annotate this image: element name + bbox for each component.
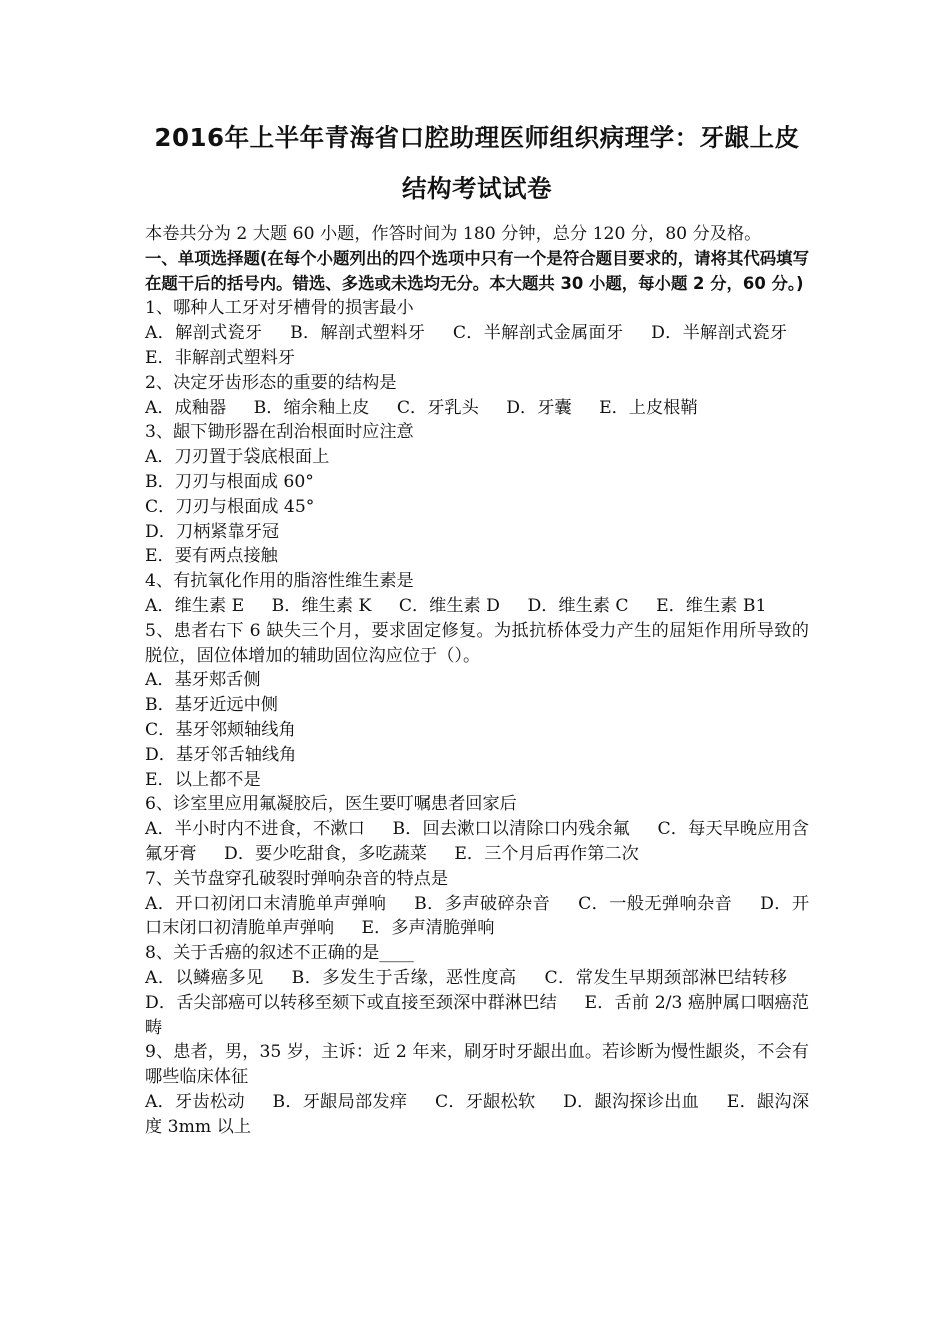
question-stem: 7、关节盘穿孔破裂时弹响杂音的特点是 <box>145 868 449 889</box>
option: A．维生素 E <box>145 595 245 616</box>
option: E．多声清脆弹响 <box>361 918 495 939</box>
question-options <box>145 892 809 942</box>
exam-title-line2: 结构考试试卷 <box>402 174 552 203</box>
question <box>145 1040 809 1139</box>
option: D．舌尖部癌可以转移至颏下或直接至颈深中群淋巴结 <box>145 992 557 1013</box>
question-options <box>145 396 809 421</box>
option: E．要有两点接触 <box>145 546 278 567</box>
exam-page <box>145 112 809 1139</box>
option: D．牙囊 <box>506 397 572 418</box>
question-stem: 3、龈下锄形器在刮治根面时应注意 <box>145 422 414 443</box>
option: A．成釉器 <box>145 397 227 418</box>
option: A．半小时内不进食，不漱口 <box>145 819 365 840</box>
option: E．上皮根鞘 <box>599 397 698 418</box>
option: D．半解剖式瓷牙 <box>651 323 788 344</box>
question-options <box>145 817 809 867</box>
option: A．解剖式瓷牙 <box>145 323 263 344</box>
option: C．牙乳头 <box>396 397 479 418</box>
option: D．开口末闭口初清脆单声弹响 <box>145 893 810 939</box>
option: B．缩余釉上皮 <box>253 397 370 418</box>
option: B．维生素 K <box>271 595 372 616</box>
question-stem: 1、哪种人工牙对牙槽骨的损害最小 <box>145 298 414 319</box>
question-stem: 6、诊室里应用氟凝胶后，医生要叮嘱患者回家后 <box>145 794 517 815</box>
option: D．维生素 C <box>527 595 629 616</box>
question <box>145 420 809 569</box>
question <box>145 792 809 866</box>
question <box>145 569 809 619</box>
option: B．牙龈局部发痒 <box>272 1091 408 1112</box>
option: C．半解剖式金属面牙 <box>452 323 624 344</box>
option: C．每天早晚应用含氟牙膏 <box>145 819 809 864</box>
option: B．基牙近远中侧 <box>145 695 278 716</box>
exam-intro: 本卷共分为 2 大题 60 小题，作答时间为 180 分钟，总分 120 分，80 分及格。 <box>145 224 762 244</box>
option: B．解剖式塑料牙 <box>290 323 426 344</box>
option: D．基牙邻舌轴线角 <box>145 744 297 765</box>
question-stem: 9、患者，男，35 岁，主诉：近 2 年来，刷牙时牙龈出血。若诊断为慢性龈炎，不会有哪些临床体征 <box>145 1042 809 1088</box>
question <box>145 371 809 421</box>
question <box>145 296 809 370</box>
question-stem: 8、关于舌癌的叙述不正确的是____ <box>145 943 414 964</box>
option: B．刀刃与根面成 60° <box>145 471 314 492</box>
option: A．刀刃置于袋底根面上 <box>145 447 330 468</box>
option: D．刀柄紧靠牙冠 <box>145 521 280 542</box>
exam-title-line1: 2016年上半年青海省口腔助理医师组织病理学：牙龈上皮 <box>154 123 800 152</box>
option: E．维生素 B1 <box>656 595 767 616</box>
option: E．舌前 2/3 癌肿属口咽癌范畴 <box>145 992 809 1038</box>
option: A．开口初闭口末清脆单声弹响 <box>145 893 387 914</box>
option: D．要少吃甜食，多吃蔬菜 <box>224 843 427 864</box>
question-stem: 4、有抗氧化作用的脂溶性维生素是 <box>145 571 414 592</box>
option: C．一般无弹响杂音 <box>578 893 733 914</box>
option: C．常发生早期颈部淋巴结转移 <box>544 967 787 988</box>
question-options <box>145 594 809 619</box>
option: D．龈沟探诊出血 <box>563 1091 700 1112</box>
option: C．维生素 D <box>398 595 500 616</box>
question-options <box>145 966 809 1040</box>
option: C．基牙邻颊轴线角 <box>145 719 296 740</box>
question-stem: 5、患者右下 6 缺失三个月，要求固定修复。为抵抗桥体受力产生的屈矩作用所导致的脱位，固位体增加的辅助固位沟应位于（）。 <box>145 620 809 666</box>
section-heading: 一、单项选择题(在每个小题列出的四个选项中只有一个是符合题目要求的，请将其代码填写在题干后的括号内。错选、多选或未选均无分。本大题共 30 小题，每小题 2 分，60 分。) <box>145 248 809 293</box>
exam-body <box>145 222 809 1139</box>
question-options <box>145 1090 809 1140</box>
option: E．以上都不是 <box>145 769 261 790</box>
option: A．以鳞癌多见 <box>145 967 264 988</box>
option: B．多发生于舌缘，恶性度高 <box>291 967 517 988</box>
option: E．非解剖式塑料牙 <box>145 347 296 368</box>
option: B．多声破碎杂音 <box>414 893 551 914</box>
option: C．牙龈松软 <box>434 1091 536 1112</box>
question <box>145 867 809 941</box>
option: E．三个月后再作第二次 <box>454 843 639 864</box>
question <box>145 941 809 1040</box>
option: E．龈沟深度 3mm 以上 <box>145 1091 810 1137</box>
option: B．回去漱口以清除口内残余氟 <box>392 819 630 840</box>
option: C．刀刃与根面成 45° <box>145 496 315 517</box>
question-options <box>145 321 809 371</box>
question <box>145 619 809 793</box>
question-stem: 2、决定牙齿形态的重要的结构是 <box>145 372 397 393</box>
option: A．基牙郏舌侧 <box>145 670 261 691</box>
option: A．牙齿松动 <box>145 1091 245 1112</box>
